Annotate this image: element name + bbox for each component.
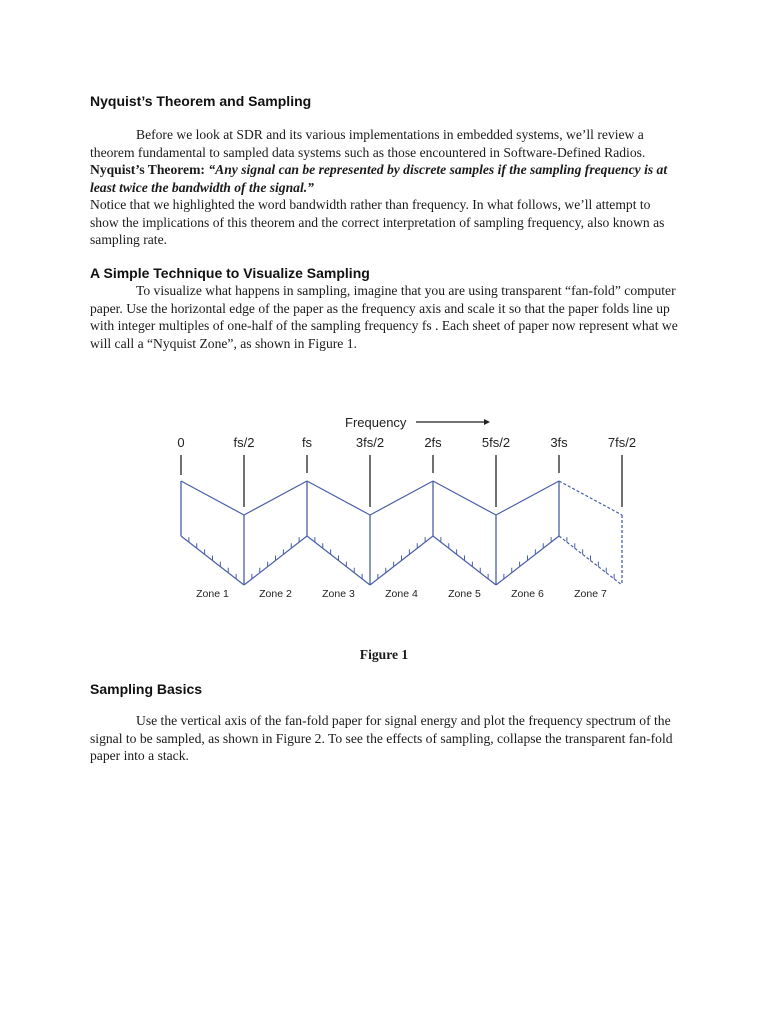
fold-top-edge [559, 481, 622, 515]
theorem-paragraph [90, 161, 680, 196]
section2-block [90, 712, 680, 765]
frequency-axis-label: Frequency [345, 415, 407, 430]
fold-top-edge [496, 481, 559, 515]
notice-paragraph: Notice that we highlighted the word bandwidth rather than frequency. In what follows, we’ll attempt to show the implications of this theorem and the correct interpretation of sampling frequency, also known as sampling rate. [90, 197, 665, 247]
fold-top-edge [433, 481, 496, 515]
zone-label: Zone 1 [196, 588, 229, 600]
zone-label: Zone 5 [448, 588, 481, 600]
section2-paragraph: Use the vertical axis of the fan-fold paper for signal energy and plot the frequency spectrum of the signal to be sampled, as shown in Figure 2. To see the effects of sampling, collapse the transparent fan-fold paper into a stack. [90, 713, 673, 763]
zone-label: Zone 6 [511, 588, 544, 600]
fold-top-edge [307, 481, 370, 515]
doc-title: Nyquist’s Theorem and Sampling [90, 93, 312, 109]
frequency-tick-label: 7fs/2 [607, 435, 637, 450]
frequency-tick-label: fs/2 [233, 435, 255, 450]
theorem-label: Nyquist’s Theorem: [90, 162, 205, 177]
fold-top-edge [244, 481, 307, 515]
frequency-tick-label: fs [301, 435, 313, 450]
theorem-quote: “Any signal can be represented by discrete samples if the sampling frequency is at least twice the bandwidth of the signal.” [90, 162, 668, 195]
zone-label: Zone 4 [385, 588, 418, 600]
frequency-arrow-head-icon [484, 419, 490, 425]
section-heading-visualize: A Simple Technique to Visualize Sampling [90, 265, 370, 281]
intro-paragraph: Before we look at SDR and its various implementations in embedded systems, we’ll review a theorem fundamental to sampled data systems such as those encountered in Software-Defined Radios. [90, 127, 646, 160]
fold-top-edge [370, 481, 433, 515]
fold-top-edge [181, 481, 244, 515]
frequency-tick-label: 3fs [550, 435, 568, 450]
section1-block [90, 282, 680, 352]
frequency-tick-label: 3fs/2 [355, 435, 385, 450]
zone-label: Zone 7 [574, 588, 607, 600]
figure-1-fan-fold-diagram [160, 405, 640, 605]
frequency-tick-label: 0 [177, 435, 185, 450]
section-heading-sampling-basics: Sampling Basics [90, 681, 203, 697]
frequency-tick-label: 5fs/2 [481, 435, 511, 450]
zone-label: Zone 3 [322, 588, 355, 600]
figure-caption: Figure 1 [359, 647, 409, 662]
intro-block [90, 126, 680, 249]
frequency-tick-label: 2fs [424, 435, 442, 450]
zone-label: Zone 2 [259, 588, 292, 600]
section1-paragraph: To visualize what happens in sampling, imagine that you are using transparent “fan-fold” computer paper. Use the horizontal edge of the paper as the frequency axis and scale it so that the paper folds line up with integer multiples of one-half of the sampling frequency fs . Each sheet of paper now represent what we will call a “Nyquist Zone”, as shown in Figure 1. [90, 283, 678, 351]
